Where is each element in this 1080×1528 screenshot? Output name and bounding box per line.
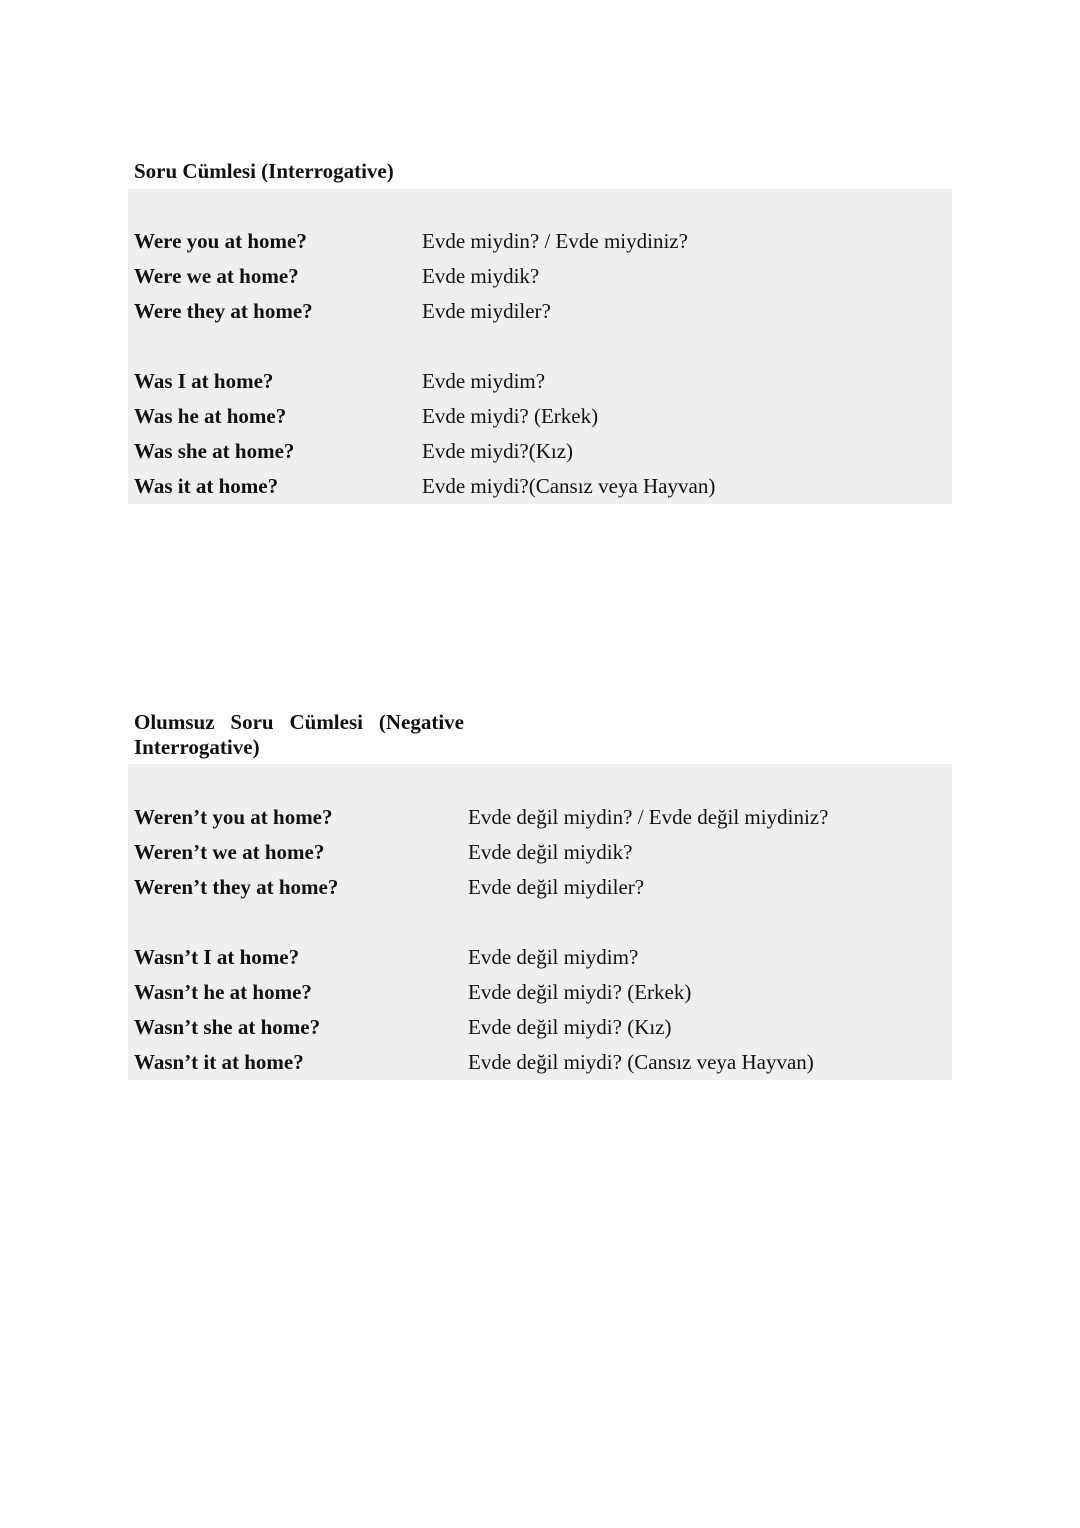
table-row [128,434,952,469]
english-sentence: Was she at home? [134,439,295,463]
turkish-translation: Evde miydim? [422,369,546,393]
table-row [128,224,952,259]
turkish-translation: Evde miydi?(Cansız veya Hayvan) [422,474,716,498]
english-sentence: Were you at home? [134,229,307,253]
table-row [128,364,952,399]
section-heading-negative-interrogative: Olumsuz Soru Cümlesi (Negative Interrogative) [134,710,464,759]
turkish-translation: Evde değil miydin? / Evde değil miydiniz? [468,805,829,829]
english-sentence: Wasn’t she at home? [134,1015,321,1039]
turkish-translation: Evde miydin? / Evde miydiniz? [422,229,688,253]
table-row [128,800,952,835]
english-sentence: Wasn’t he at home? [134,980,312,1004]
english-sentence: Weren’t you at home? [134,805,333,829]
table-row [128,975,952,1010]
turkish-translation: Evde miydi?(Kız) [422,439,574,463]
table-row [128,259,952,294]
table-row [128,835,952,870]
table-row [128,870,952,905]
turkish-translation: Evde değil miydi? (Erkek) [468,980,692,1004]
english-sentence: Weren’t we at home? [134,840,325,864]
english-sentence: Wasn’t I at home? [134,945,300,969]
table-row [128,294,952,329]
turkish-translation: Evde değil miydik? [468,840,633,864]
english-sentence: Was he at home? [134,404,287,428]
table-row [128,1045,952,1080]
turkish-translation: Evde miydi? (Erkek) [422,404,599,428]
turkish-translation: Evde değil miydim? [468,945,639,969]
turkish-translation: Evde miydiler? [422,299,551,323]
turkish-translation: Evde miydik? [422,264,540,288]
english-sentence: Was I at home? [134,369,274,393]
table-row [128,399,952,434]
section-heading-interrogative: Soru Cümlesi (Interrogative) [134,159,394,183]
english-sentence: Was it at home? [134,474,279,498]
table-row [128,1010,952,1045]
turkish-translation: Evde değil miydi? (Cansız veya Hayvan) [468,1050,814,1074]
english-sentence: Were we at home? [134,264,299,288]
turkish-translation: Evde değil miydiler? [468,875,645,899]
interrogative-table [128,189,952,504]
english-sentence: Were they at home? [134,299,313,323]
table-row [128,940,952,975]
table-row [128,469,952,504]
turkish-translation: Evde değil miydi? (Kız) [468,1015,672,1039]
english-sentence: Wasn’t it at home? [134,1050,304,1074]
english-sentence: Weren’t they at home? [134,875,339,899]
negative-interrogative-table [128,764,952,1080]
